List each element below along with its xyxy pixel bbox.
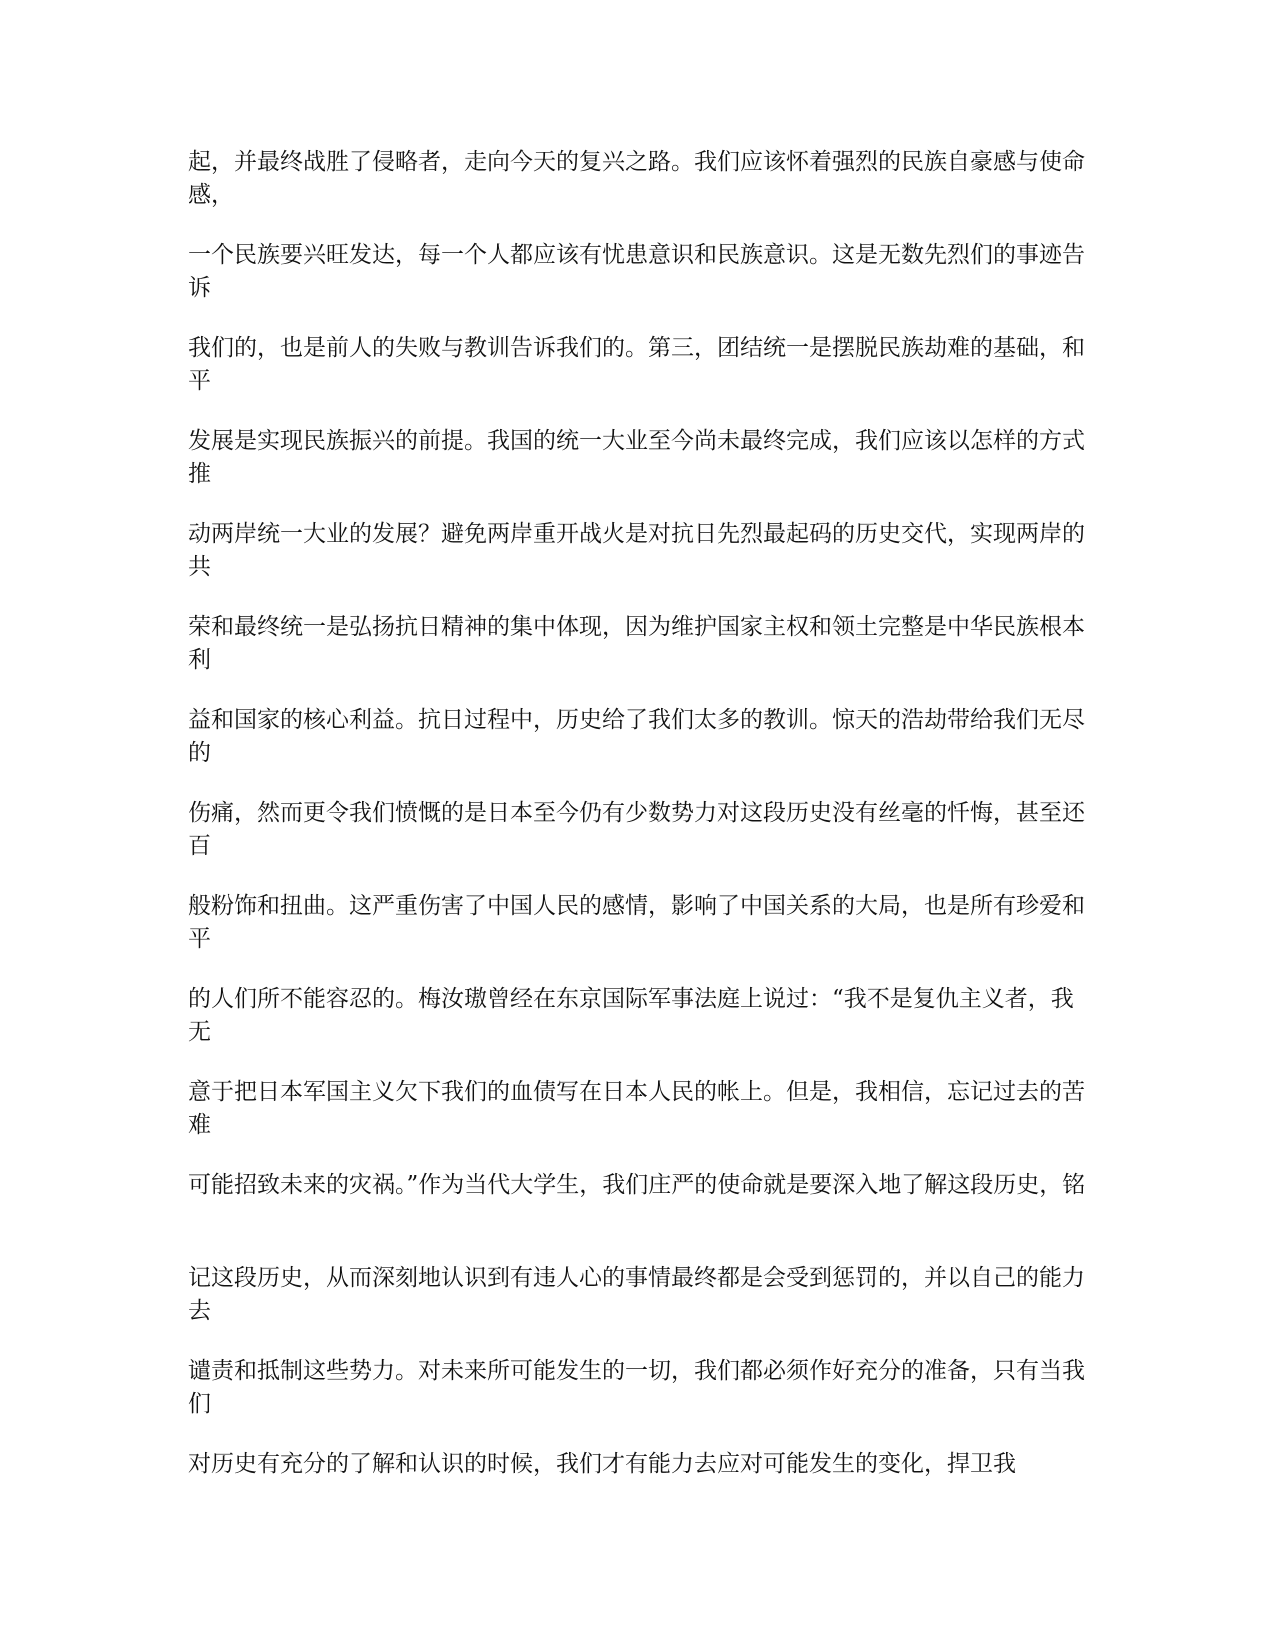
paragraph-4: 发展是实现民族振兴的前提。我国的统一大业至今尚未最终完成，我们应该以怎样的方式推 [188, 428, 1085, 487]
paragraph-10: 的人们所不能容忍的。梅汝璈曾经在东京国际军事法庭上说过：“我不是复仇主义者，我无 [188, 986, 1074, 1045]
paragraph-12: 可能招致未来的灾祸。”作为当代大学生，我们庄严的使命就是要深入地了解这段历史，铭 [188, 1172, 1086, 1198]
paragraph-7: 益和国家的核心利益。抗日过程中，历史给了我们太多的教训。惊天的浩劫带给我们无尽的 [188, 707, 1085, 766]
paragraph-5: 动两岸统一大业的发展？避免两岸重开战火是对抗日先烈最起码的历史交代，实现两岸的共 [188, 521, 1085, 580]
document-body [188, 146, 1088, 1481]
paragraph-1: 起，并最终战胜了侵略者，走向今天的复兴之路。我们应该怀着强烈的民族自豪感与使命感， [188, 149, 1085, 208]
paragraph-13: 记这段历史，从而深刻地认识到有违人心的事情最终都是会受到惩罚的，并以自己的能力去 [188, 1265, 1085, 1324]
paragraph-6: 荣和最终统一是弘扬抗日精神的集中体现，因为维护国家主权和领土完整是中华民族根本利 [188, 614, 1085, 673]
paragraph-8: 伤痛，然而更令我们愤慨的是日本至今仍有少数势力对这段历史没有丝毫的忏悔，甚至还百 [188, 800, 1085, 859]
paragraph-15: 对历史有充分的了解和认识的时候，我们才有能力去应对可能发生的变化，捍卫我 [188, 1451, 1016, 1477]
paragraph-9: 般粉饰和扭曲。这严重伤害了中国人民的感情，影响了中国关系的大局，也是所有珍爱和平 [188, 893, 1085, 952]
paragraph-14: 谴责和抵制这些势力。对未来所可能发生的一切，我们都必须作好充分的准备，只有当我们 [188, 1358, 1085, 1417]
paragraph-11: 意于把日本军国主义欠下我们的血债写在日本人民的帐上。但是，我相信，忘记过去的苦难 [188, 1079, 1085, 1138]
paragraph-3: 我们的，也是前人的失败与教训告诉我们的。第三，团结统一是摆脱民族劫难的基础，和平 [188, 335, 1085, 394]
paragraph-2: 一个民族要兴旺发达，每一个人都应该有忧患意识和民族意识。这是无数先烈们的事迹告诉 [188, 242, 1085, 301]
